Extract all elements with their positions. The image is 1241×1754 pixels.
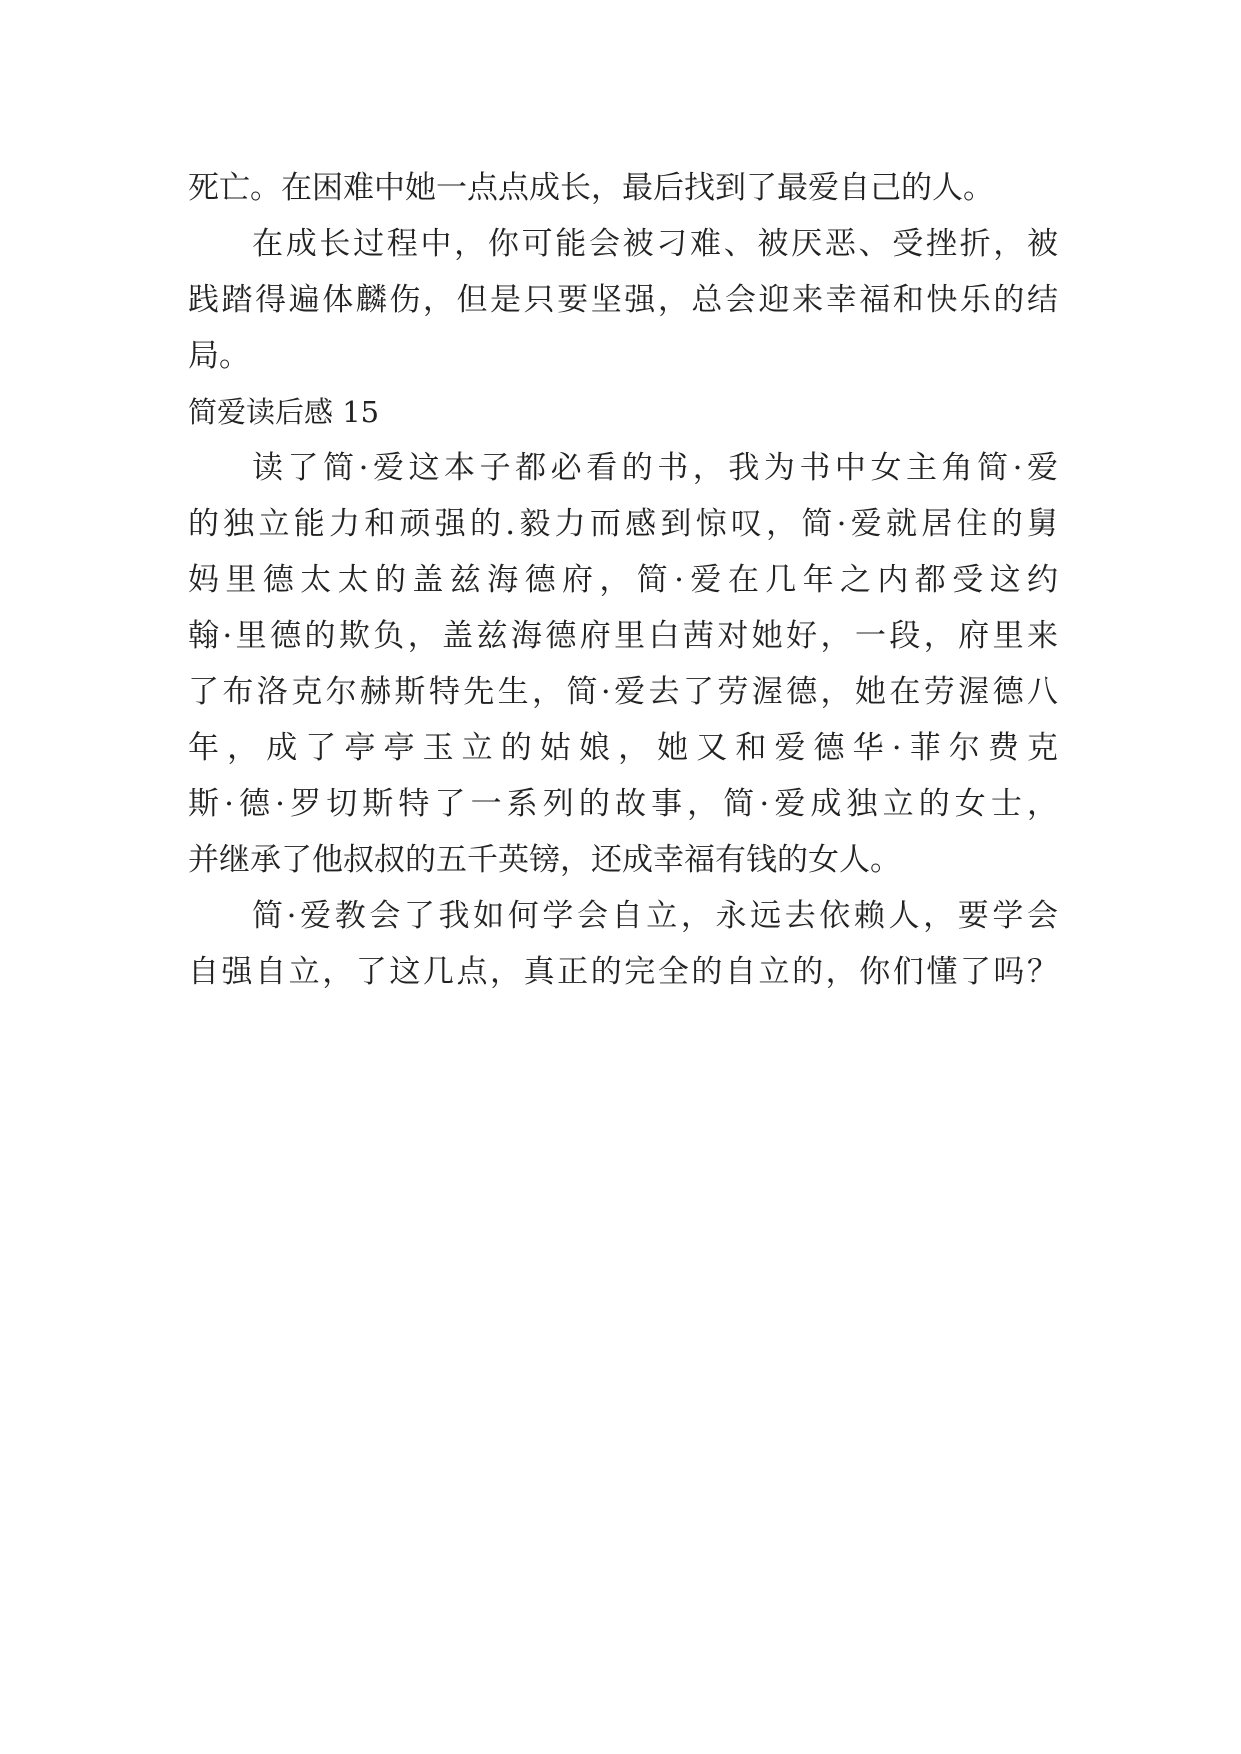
text-line: 局。 — [188, 338, 250, 374]
text-line: 了布洛克尔赫斯特先生，简·爱去了劳渥德，她在劳渥德八 — [188, 674, 1058, 710]
paragraph-first-line: 在成长过程中，你可能会被刁难、被厌恶、受挫折，被 — [252, 226, 1058, 262]
text-line: 年，成了亭亭玉立的姑娘，她又和爱德华·菲尔费克 — [188, 730, 1058, 766]
text-line: 自强自立，了这几点，真正的完全的自立的，你们懂了吗？ — [188, 954, 1058, 990]
text-line: 的独立能力和顽强的.毅力而感到惊叹，简·爱就居住的舅 — [188, 506, 1058, 542]
body-text — [188, 160, 1058, 1000]
paragraph-first-line: 读了简·爱这本子都必看的书，我为书中女主角简·爱 — [252, 450, 1058, 486]
text-line: 死亡。在困难中她一点点成长，最后找到了最爱自己的人。 — [188, 170, 994, 206]
paragraph-first-line: 简·爱教会了我如何学会自立，永远去依赖人，要学会 — [252, 898, 1058, 934]
text-line: 并继承了他叔叔的五千英镑，还成幸福有钱的女人。 — [188, 842, 901, 878]
text-line: 斯·德·罗切斯特了一系列的故事，简·爱成独立的女士， — [188, 786, 1058, 822]
text-line: 翰·里德的欺负，盖兹海德府里白茜对她好，一段，府里来 — [188, 618, 1058, 654]
text-line: 妈里德太太的盖兹海德府，简·爱在几年之内都受这约 — [188, 562, 1058, 598]
text-line: 践踏得遍体麟伤，但是只要坚强，总会迎来幸福和快乐的结 — [188, 282, 1058, 318]
section-heading: 简爱读后感 15 — [188, 395, 380, 429]
